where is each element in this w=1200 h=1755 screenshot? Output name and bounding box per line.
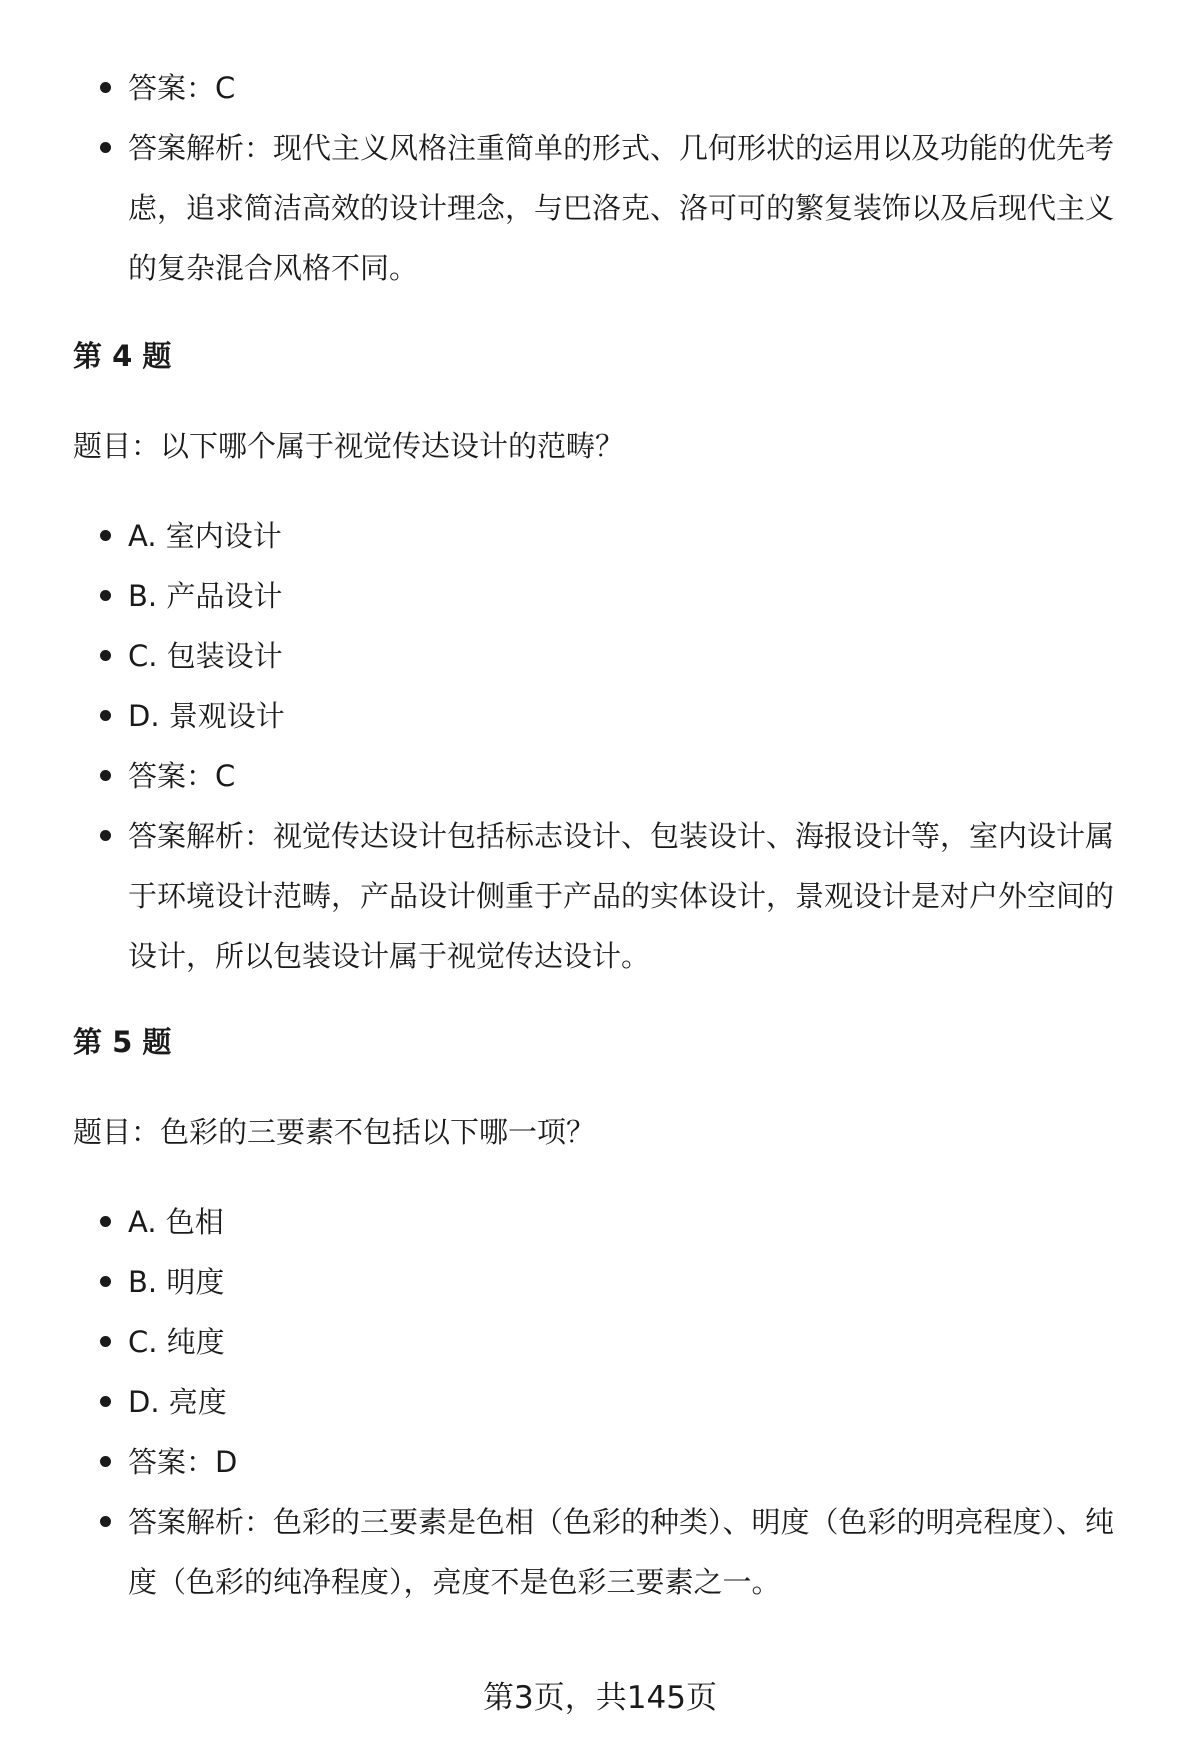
question-3-explanation	[128, 118, 1140, 298]
bullet-icon	[100, 1276, 111, 1287]
option-text: D. 亮度	[128, 1385, 227, 1419]
question-5-heading: 第 5 题	[73, 1025, 172, 1059]
bullet-icon	[100, 82, 111, 93]
bullet-icon	[100, 1336, 111, 1347]
option-a	[128, 1192, 1140, 1252]
question-3-answer	[128, 58, 1140, 118]
page-number-footer: 第3页，共145页	[483, 1680, 717, 1716]
explanation-text: 答案解析：现代主义风格注重简单的形式、几何形状的运用以及功能的优先考虑，追求简洁高效的设计理念，与巴洛克、洛可可的繁复装饰以及后现代主义的复杂混合风格不同。	[128, 131, 1115, 285]
answer-text: 答案：C	[128, 71, 236, 105]
question-5-explanation	[128, 1492, 1140, 1612]
option-b	[128, 566, 1140, 626]
option-text: D. 景观设计	[128, 699, 285, 733]
bullet-icon	[100, 1516, 111, 1527]
bullet-icon	[100, 1456, 111, 1467]
option-text: B. 明度	[128, 1265, 225, 1299]
option-text: A. 室内设计	[128, 519, 282, 553]
question-4-answer	[128, 746, 1140, 806]
option-d	[128, 686, 1140, 746]
bullet-icon	[100, 590, 111, 601]
bullet-icon	[100, 530, 111, 541]
option-text: C. 纯度	[128, 1325, 225, 1359]
bullet-icon	[100, 142, 111, 153]
explanation-text: 答案解析：色彩的三要素是色相（色彩的种类）、明度（色彩的明亮程度）、纯度（色彩的纯净程度），亮度不是色彩三要素之一。	[128, 1505, 1115, 1599]
option-c	[128, 626, 1140, 686]
bullet-icon	[100, 710, 111, 721]
question-5-stem: 题目：色彩的三要素不包括以下哪一项？	[73, 1115, 596, 1149]
question-5-answer	[128, 1432, 1140, 1492]
explanation-text: 答案解析：视觉传达设计包括标志设计、包装设计、海报设计等，室内设计属于环境设计范畴，产品设计侧重于产品的实体设计，景观设计是对户外空间的设计，所以包装设计属于视觉传达设计。	[128, 819, 1115, 973]
option-d	[128, 1372, 1140, 1432]
option-text: A. 色相	[128, 1205, 224, 1239]
bullet-icon	[100, 770, 111, 781]
option-text: B. 产品设计	[128, 579, 283, 613]
option-c	[128, 1312, 1140, 1372]
option-text: C. 包装设计	[128, 639, 283, 673]
bullet-icon	[100, 830, 111, 841]
bullet-icon	[100, 1216, 111, 1227]
option-a	[128, 506, 1140, 566]
question-4-heading: 第 4 题	[73, 339, 172, 373]
bullet-icon	[100, 650, 111, 661]
answer-text: 答案：D	[128, 1445, 238, 1479]
answer-text: 答案：C	[128, 759, 236, 793]
question-4-explanation	[128, 806, 1140, 986]
question-4-stem: 题目：以下哪个属于视觉传达设计的范畴？	[73, 429, 625, 463]
option-b	[128, 1252, 1140, 1312]
bullet-icon	[100, 1396, 111, 1407]
